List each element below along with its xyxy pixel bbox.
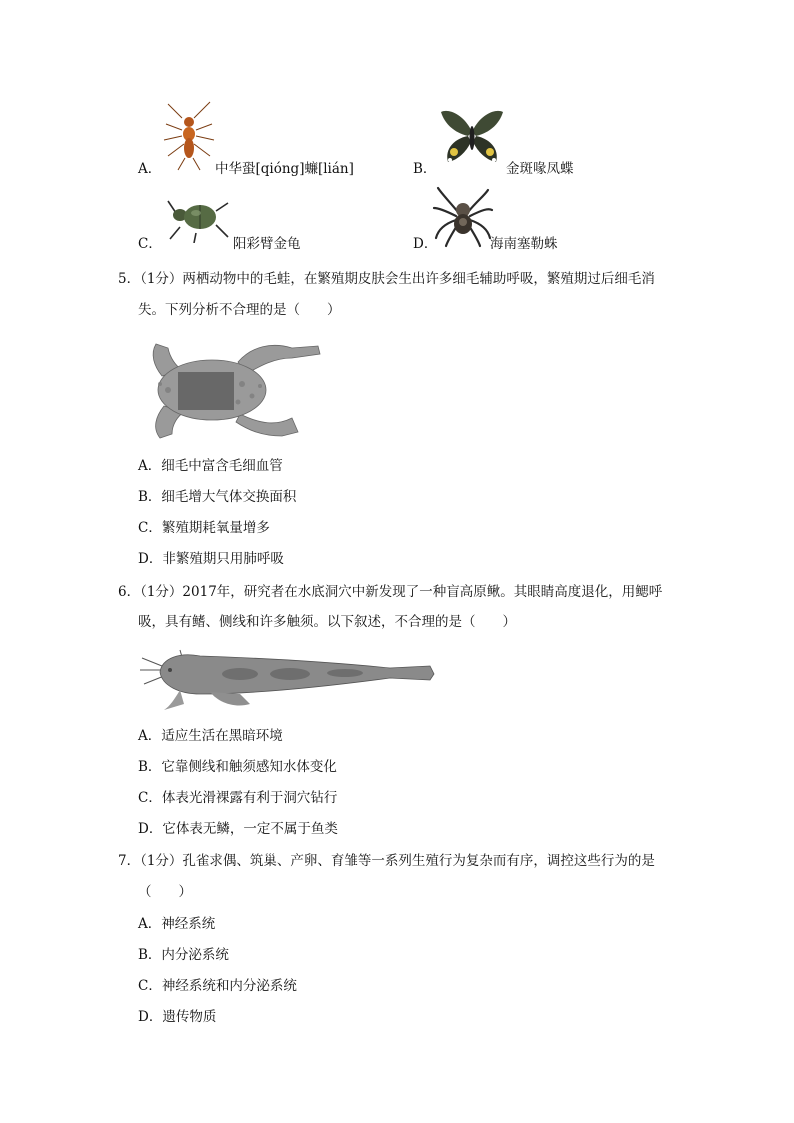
option-d: D．遗传物质 — [138, 1009, 217, 1025]
question-stem-line: 6．（1分）2017年，研究者在水底洞穴中新发现了一种盲高原鳅。其眼睛高度退化，用鳃呼 — [118, 584, 663, 600]
option-a: A．细毛中富含毛细血管 — [138, 458, 283, 474]
option-b: B．它靠侧线和触须感知水体变化 — [138, 759, 337, 775]
beetle-image — [166, 193, 230, 243]
option-a: A．适应生活在黑暗环境 — [138, 728, 283, 744]
option-label: 阳彩臂金龟 — [233, 236, 301, 252]
option-b: B．细毛增大气体交换面积 — [138, 489, 297, 505]
spider-image — [432, 186, 494, 248]
earwig-insect-image — [160, 100, 218, 172]
option-a: A．神经系统 — [138, 916, 216, 932]
question-stem-line: 失。下列分析不合理的是（ ） — [138, 302, 341, 318]
option-label: 金斑喙凤蝶 — [506, 161, 574, 177]
option-letter: A． — [138, 161, 162, 177]
hairy-frog-image — [142, 336, 324, 442]
question-stem-line: 7．（1分）孔雀求偶、筑巢、产卵、育雏等一系列生殖行为复杂而有序，调控这些行为的是 — [118, 853, 655, 869]
option-d: D．非繁殖期只用肺呼吸 — [138, 551, 284, 567]
option-c: C．神经系统和内分泌系统 — [138, 978, 297, 994]
question-stem-line: 吸，具有鳍、侧线和许多触须。以下叙述，不合理的是（ ） — [138, 614, 516, 630]
option-d: D．它体表无鳞，一定不属于鱼类 — [138, 821, 338, 837]
option-c: C．繁殖期耗氧量增多 — [138, 520, 270, 536]
option-label: 海南塞勒蛛 — [490, 236, 558, 252]
option-letter: C． — [138, 236, 162, 252]
blind-loach-fish-image — [140, 644, 438, 712]
butterfly-image — [438, 108, 506, 166]
option-letter: D． — [413, 236, 438, 252]
question-stem-line: （ ） — [138, 884, 192, 900]
option-label: 中华蛩[qióng]蠊[lián] — [215, 161, 354, 177]
option-b: B．内分泌系统 — [138, 947, 229, 963]
option-letter: B． — [413, 161, 437, 177]
option-c: C．体表光滑裸露有利于洞穴钻行 — [138, 790, 338, 806]
question-stem-line: 5．（1分）两栖动物中的毛蛙，在繁殖期皮肤会生出许多细毛辅助呼吸，繁殖期过后细毛消 — [118, 271, 655, 287]
